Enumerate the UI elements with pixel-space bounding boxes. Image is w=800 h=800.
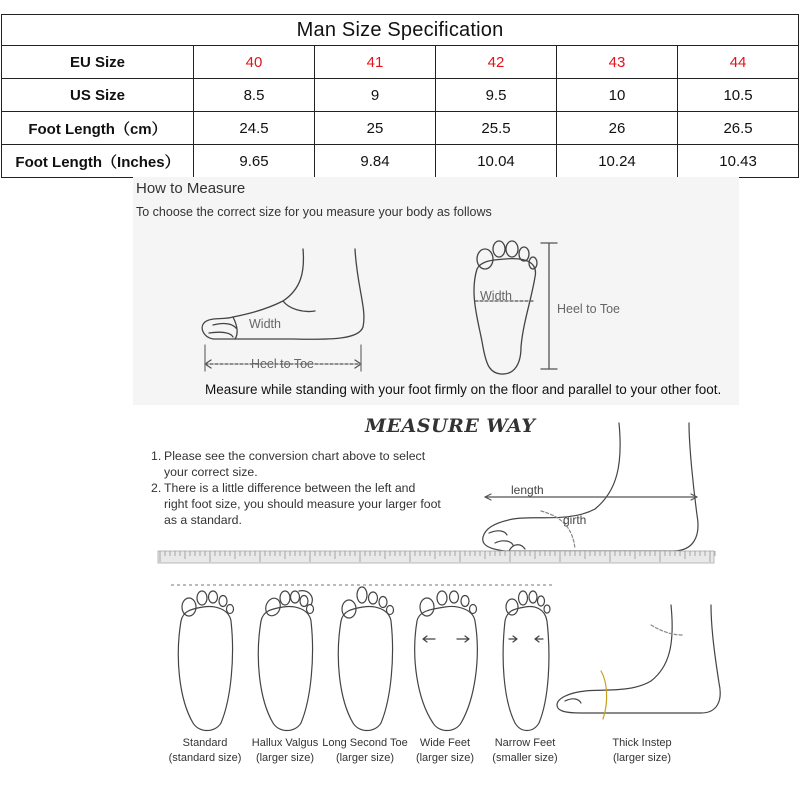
foot-length-cm-cell: 24.5 xyxy=(194,112,315,145)
foot-type-label: Standard (standard size) xyxy=(168,737,242,764)
how-to-measure-panel xyxy=(133,177,739,405)
eu-size-cell: 44 xyxy=(678,46,799,79)
row-label: EU Size xyxy=(2,46,194,79)
ruler xyxy=(158,551,714,563)
eu-size-cell: 43 xyxy=(557,46,678,79)
us-size-cell: 8.5 xyxy=(194,79,315,112)
us-size-cell: 9.5 xyxy=(436,79,557,112)
side-foot-toes xyxy=(209,317,237,339)
instruction-item: 2. There is a little difference between the left and right foot size, you should measure your larger foot as a standard. xyxy=(151,481,441,527)
how-to-measure-title: How to Measure xyxy=(136,180,246,197)
us-size-cell: 10 xyxy=(557,79,678,112)
narrow-feet-foot-icon xyxy=(503,591,550,731)
row-label: Foot Length（cm） xyxy=(2,112,194,145)
wide-feet-foot-icon xyxy=(415,591,478,731)
thick-instep-foot-icon xyxy=(557,605,720,719)
foot-measure-illustration xyxy=(133,177,739,405)
foot-length-cm-cell: 26.5 xyxy=(678,112,799,145)
us-size-cell: 10.5 xyxy=(678,79,799,112)
row-label: US Size xyxy=(2,79,194,112)
how-to-measure-subtitle: To choose the correct size for you measure your body as follows xyxy=(136,205,492,219)
hallux-valgus-foot-icon xyxy=(258,591,313,731)
standard-foot-icon xyxy=(178,591,233,731)
foot-length-inches-cell: 10.43 xyxy=(678,145,799,178)
table-row xyxy=(2,79,799,112)
table-row xyxy=(2,112,799,145)
top-heel-to-toe-label: Heel to Toe xyxy=(557,302,621,316)
foot-type-label: Thick Instep (larger size) xyxy=(612,737,672,764)
instruction-item: 1. Please see the conversion chart above to select your correct size. xyxy=(151,449,426,479)
heel-to-toe-label: Heel to Toe xyxy=(251,357,315,371)
measure-note: Measure while standing with your foot firmly on the floor and parallel to your other foot. xyxy=(205,382,722,397)
top-foot-big-toe xyxy=(477,249,493,269)
foot-type-label: Narrow Feet (smaller size) xyxy=(492,737,558,764)
top-width-label: Width xyxy=(480,289,512,303)
eu-size-cell: 40 xyxy=(194,46,315,79)
foot-length-cm-cell: 26 xyxy=(557,112,678,145)
measure-way-panel xyxy=(133,405,739,770)
row-label: Foot Length（Inches） xyxy=(2,145,194,178)
side-width-label: Width xyxy=(249,317,281,331)
foot-length-cm-cell: 25.5 xyxy=(436,112,557,145)
measure-way-illustration xyxy=(133,405,739,770)
long-second-toe-foot-icon xyxy=(338,587,393,731)
eu-size-cell: 41 xyxy=(315,46,436,79)
size-table xyxy=(1,14,799,178)
eu-size-cell: 42 xyxy=(436,46,557,79)
table-row xyxy=(2,46,799,79)
foot-length-inches-cell: 9.65 xyxy=(194,145,315,178)
foot-length-inches-cell: 10.04 xyxy=(436,145,557,178)
foot-type-label: Wide Feet (larger size) xyxy=(415,737,475,764)
table-title: Man Size Specification xyxy=(2,15,799,46)
side-foot-ankle xyxy=(283,301,315,312)
foot-type-label: Long Second Toe (larger size) xyxy=(322,737,408,764)
length-label: length xyxy=(511,483,544,497)
foot-length-inches-cell: 9.84 xyxy=(315,145,436,178)
measure-way-title: MEASURE WAY xyxy=(365,415,536,437)
top-foot-outline xyxy=(474,259,536,374)
foot-length-cm-cell: 25 xyxy=(315,112,436,145)
foot-length-inches-cell: 10.24 xyxy=(557,145,678,178)
us-size-cell: 9 xyxy=(315,79,436,112)
side-foot-outline xyxy=(202,249,364,339)
table-row xyxy=(2,145,799,178)
girth-label: girth xyxy=(563,513,587,527)
foot-type-label: Hallux Valgus (larger size) xyxy=(251,737,319,764)
